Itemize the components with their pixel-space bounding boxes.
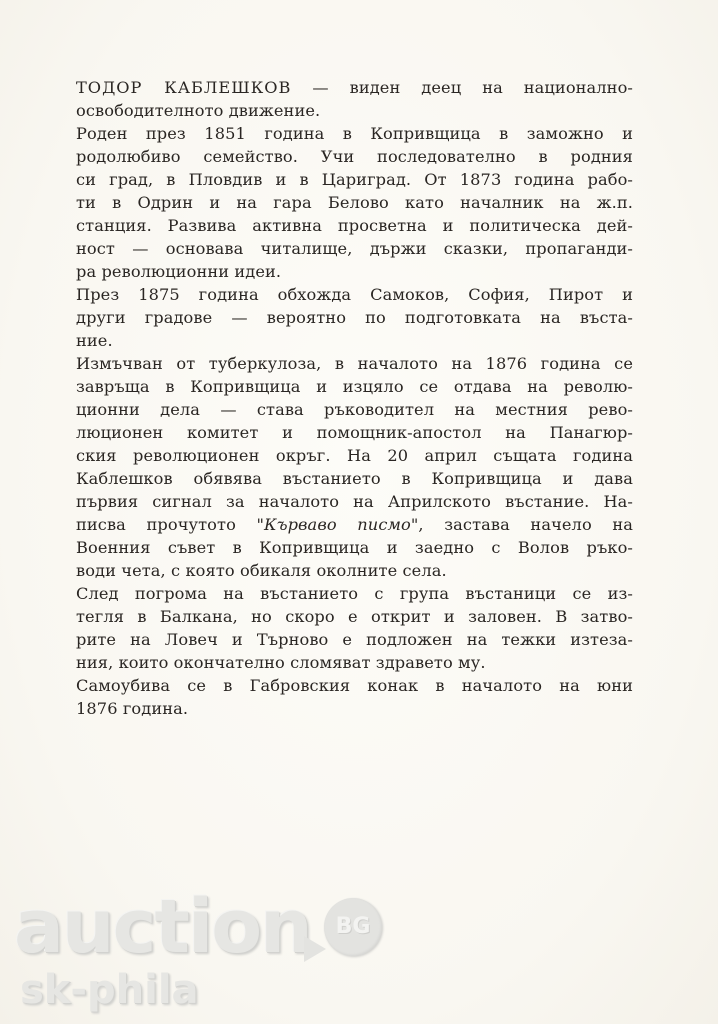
text-line: завръща в Копривщица и изцяло се отдава на револю- <box>76 377 633 396</box>
text-line: други градове — вероятно по подготовката на въста- <box>76 308 633 327</box>
text-line: ти в Одрин и на гара Белово като началник на ж.п. <box>76 193 633 212</box>
text-line: тегля в Балкана, но скоро е открит и заловен. В затво- <box>76 607 633 626</box>
text-line: След погрома на въстанието с група въстаници се из- <box>76 584 633 603</box>
text-line: Самоубива се в Габровския конак в началото на юни <box>76 676 633 695</box>
text-line: Военния съвет в Копривщица и заедно с Волов ръко- <box>76 538 633 557</box>
biography-text <box>76 76 633 720</box>
text-line: ския революционен окръг. На 20 април същата година <box>76 446 633 465</box>
text-line: люционен комитет и помощник-апостол на Панагюр- <box>76 423 633 442</box>
text-line: През 1875 година обхожда Самоков, София, Пирот и <box>76 285 633 304</box>
text-line: Измъчван от туберкулоза, в началото на 1876 година се <box>76 354 633 373</box>
bg-badge-icon: BG <box>324 898 382 956</box>
person-name: ТОДОР КАБЛЕШКОВ <box>76 78 292 97</box>
text-line: ние. <box>76 331 113 350</box>
letter-title: "Кърваво писмо" <box>256 515 419 534</box>
text-line: ционни дела — става ръководител на местния рево- <box>76 400 633 419</box>
text-line: си град, в Пловдив и в Цариград. От 1873 година рабо- <box>76 170 633 189</box>
text-line: станция. Развива активна просветна и политическа дей- <box>76 216 633 235</box>
text-line: освободителното движение. <box>76 101 321 120</box>
watermark-seller-text: sk-phila <box>20 967 199 1013</box>
text-line-title: ТОДОР КАБЛЕШКОВ — виден деец на национално- <box>76 78 633 97</box>
text-line: 1876 година. <box>76 699 189 718</box>
text-line: Роден през 1851 година в Копривщица в заможно и <box>76 124 633 143</box>
text-line: води чета, с която обикаля околните села. <box>76 561 447 580</box>
text-line-letter: писва прочутото "Кърваво писмо", застава начело на <box>76 515 634 534</box>
text-line: рите на Ловеч и Търново е подложен на тежки изтеза- <box>76 630 633 649</box>
text-line: ра революционни идеи. <box>76 262 282 281</box>
text-line: ния, които окончателно сломяват здравето му. <box>76 653 486 672</box>
text-line: ност — основава читалище, държи сказки, пропаганди- <box>76 239 633 258</box>
text-line: първия сигнал за началото на Априлското въстание. На- <box>76 492 633 511</box>
text-line: родолюбиво семейство. Учи последователно в родния <box>76 147 633 166</box>
text-line: Каблешков обявява въстанието в Копривщица и дава <box>76 469 633 488</box>
watermark-logo-text: auction <box>14 884 311 970</box>
auction-watermark <box>14 884 374 1020</box>
play-arrow-icon <box>304 936 326 962</box>
